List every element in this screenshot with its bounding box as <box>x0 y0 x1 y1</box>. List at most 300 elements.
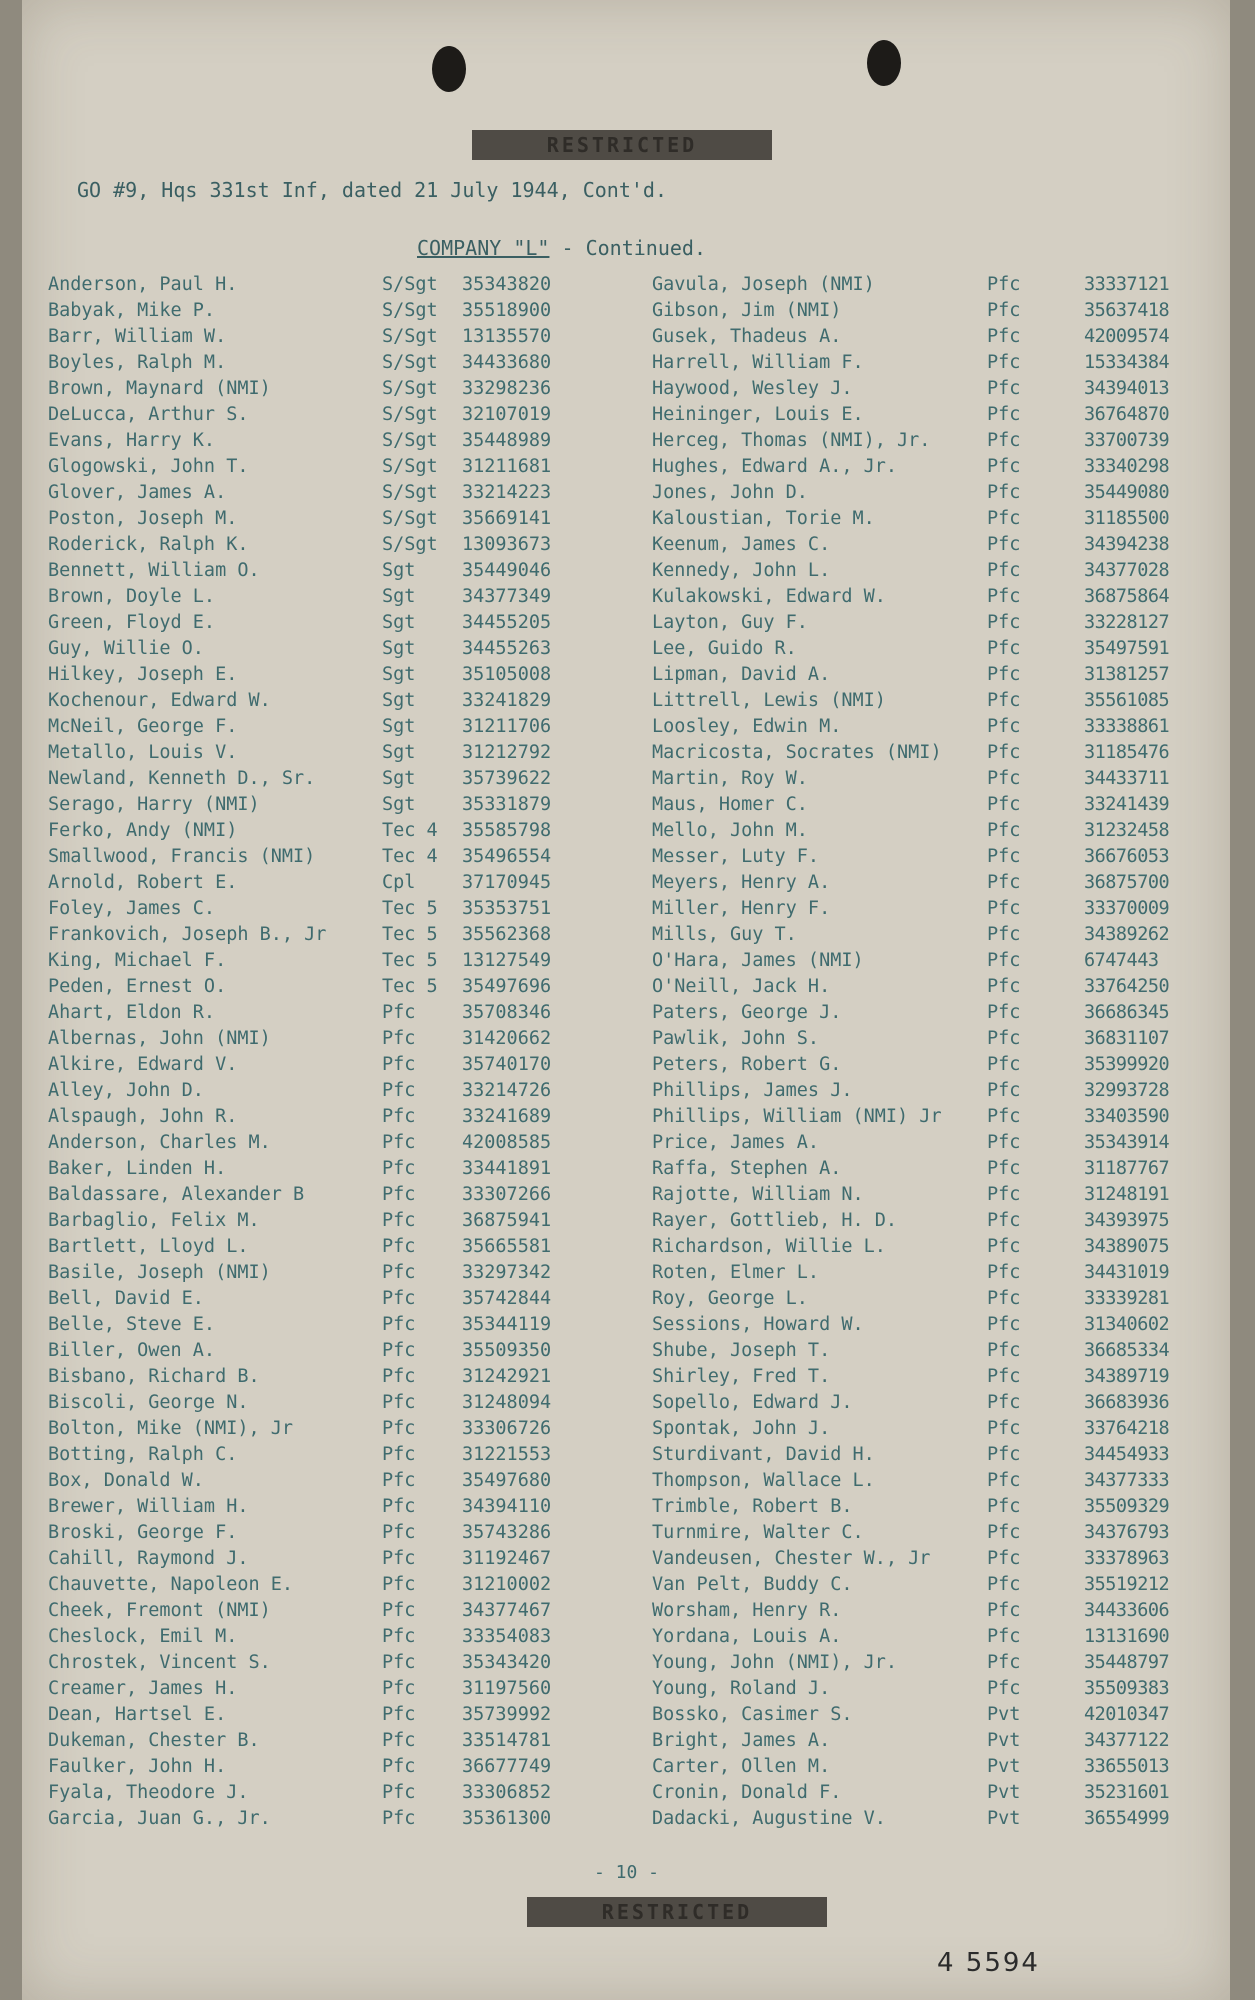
left-serial: 31248094 <box>462 1392 552 1413</box>
right-rank: Pfc <box>987 1132 1021 1153</box>
left-rank: Sgt <box>382 742 416 763</box>
right-serial: 36831107 <box>1084 1028 1170 1049</box>
left-rank: Pfc <box>382 1392 416 1413</box>
left-name: Boyles, Ralph M. <box>48 352 227 373</box>
left-serial: 35331879 <box>462 794 552 815</box>
roster-row <box>22 1676 1230 1702</box>
right-name: Phillips, William (NMI) Jr <box>652 1106 942 1127</box>
left-serial: 35343420 <box>462 1652 552 1673</box>
left-serial: 34394110 <box>462 1496 552 1517</box>
right-rank: Pfc <box>987 1392 1021 1413</box>
roster-row <box>22 714 1230 740</box>
company-label: COMPANY "L" <box>417 236 550 260</box>
left-name: Biscoli, George N. <box>48 1392 249 1413</box>
left-serial: 31420662 <box>462 1028 552 1049</box>
right-name: Heininger, Louis E. <box>652 404 864 425</box>
right-name: Bright, James A. <box>652 1730 831 1751</box>
left-name: Albernas, John (NMI) <box>48 1028 271 1049</box>
left-serial: 35739622 <box>462 768 552 789</box>
left-serial: 35708346 <box>462 1002 552 1023</box>
left-rank: Sgt <box>382 690 416 711</box>
right-name: Cronin, Donald F. <box>652 1782 842 1803</box>
roster-row <box>22 1026 1230 1052</box>
right-rank: Pfc <box>987 430 1021 451</box>
roster-row <box>22 1728 1230 1754</box>
roster-row <box>22 1364 1230 1390</box>
left-serial: 35585798 <box>462 820 552 841</box>
roster-row <box>22 1754 1230 1780</box>
left-rank: Pfc <box>382 1626 416 1647</box>
left-name: Alley, John D. <box>48 1080 204 1101</box>
right-serial: 35449080 <box>1084 482 1170 503</box>
left-serial: 35497680 <box>462 1470 552 1491</box>
right-name: Meyers, Henry A. <box>652 872 831 893</box>
right-name: Dadacki, Augustine V. <box>652 1808 886 1829</box>
left-serial: 33306726 <box>462 1418 552 1439</box>
left-rank: Pfc <box>382 1288 416 1309</box>
right-rank: Pfc <box>987 794 1021 815</box>
left-name: Hilkey, Joseph E. <box>48 664 238 685</box>
left-name: Biller, Owen A. <box>48 1340 216 1361</box>
left-serial: 33354083 <box>462 1626 552 1647</box>
left-name: Metallo, Louis V. <box>48 742 238 763</box>
right-rank: Pvt <box>987 1782 1021 1803</box>
left-rank: S/Sgt <box>382 352 438 373</box>
right-serial: 36875700 <box>1084 872 1170 893</box>
left-rank: S/Sgt <box>382 456 438 477</box>
right-name: O'Hara, James (NMI) <box>652 950 864 971</box>
right-rank: Pfc <box>987 1522 1021 1543</box>
left-rank: Pfc <box>382 1470 416 1491</box>
right-name: Trimble, Robert B. <box>652 1496 853 1517</box>
right-name: Maus, Homer C. <box>652 794 808 815</box>
roster-row <box>22 324 1230 350</box>
left-serial: 34455205 <box>462 612 552 633</box>
left-name: Guy, Willie O. <box>48 638 204 659</box>
left-serial: 35509350 <box>462 1340 552 1361</box>
left-rank: Sgt <box>382 664 416 685</box>
left-rank: Tec 5 <box>382 950 438 971</box>
roster-row <box>22 844 1230 870</box>
left-name: Serago, Harry (NMI) <box>48 794 260 815</box>
left-rank: Sgt <box>382 794 416 815</box>
right-name: Sessions, Howard W. <box>652 1314 864 1335</box>
roster-row <box>22 870 1230 896</box>
roster-row <box>22 1208 1230 1234</box>
left-serial: 33241829 <box>462 690 552 711</box>
right-serial: 33241439 <box>1084 794 1170 815</box>
roster-row <box>22 636 1230 662</box>
right-rank: Pfc <box>987 1366 1021 1387</box>
right-rank: Pfc <box>987 1210 1021 1231</box>
right-name: Carter, Ollen M. <box>652 1756 831 1777</box>
right-rank: Pfc <box>987 1080 1021 1101</box>
right-serial: 34389075 <box>1084 1236 1170 1257</box>
left-serial: 31211681 <box>462 456 552 477</box>
right-rank: Pfc <box>987 1054 1021 1075</box>
right-name: Price, James A. <box>652 1132 820 1153</box>
left-name: Cheek, Fremont (NMI) <box>48 1600 271 1621</box>
left-name: Bell, David E. <box>48 1288 204 1309</box>
right-serial: 34389719 <box>1084 1366 1170 1387</box>
right-serial: 34454933 <box>1084 1444 1170 1465</box>
roster-row <box>22 1624 1230 1650</box>
right-name: Raffa, Stephen A. <box>652 1158 842 1179</box>
left-serial: 35449046 <box>462 560 552 581</box>
left-serial: 34377467 <box>462 1600 552 1621</box>
archive-number: 4 5594 <box>937 1948 1040 1978</box>
left-name: Glogowski, John T. <box>48 456 249 477</box>
left-rank: Pfc <box>382 1522 416 1543</box>
left-serial: 13127549 <box>462 950 552 971</box>
left-name: Arnold, Robert E. <box>48 872 238 893</box>
right-name: Littrell, Lewis (NMI) <box>652 690 886 711</box>
roster-row <box>22 1650 1230 1676</box>
left-serial: 35496554 <box>462 846 552 867</box>
left-rank: Pfc <box>382 1600 416 1621</box>
right-serial: 35561085 <box>1084 690 1170 711</box>
right-rank: Pvt <box>987 1730 1021 1751</box>
right-serial: 35343914 <box>1084 1132 1170 1153</box>
left-name: Baker, Linden H. <box>48 1158 227 1179</box>
left-serial: 33306852 <box>462 1782 552 1803</box>
roster-row <box>22 1572 1230 1598</box>
right-name: Van Pelt, Buddy C. <box>652 1574 853 1595</box>
left-rank: Pfc <box>382 1756 416 1777</box>
left-serial: 31221553 <box>462 1444 552 1465</box>
right-rank: Pfc <box>987 872 1021 893</box>
left-serial: 35361300 <box>462 1808 552 1829</box>
right-rank: Pfc <box>987 716 1021 737</box>
roster-row <box>22 1286 1230 1312</box>
punch-hole-left <box>432 46 466 92</box>
left-rank: S/Sgt <box>382 326 438 347</box>
left-rank: Pfc <box>382 1678 416 1699</box>
right-rank: Pfc <box>987 1600 1021 1621</box>
right-name: Roten, Elmer L. <box>652 1262 820 1283</box>
right-name: Herceg, Thomas (NMI), Jr. <box>652 430 931 451</box>
right-rank: Pfc <box>987 1548 1021 1569</box>
roster-row <box>22 1468 1230 1494</box>
right-serial: 33378963 <box>1084 1548 1170 1569</box>
right-rank: Pfc <box>987 1002 1021 1023</box>
left-rank: S/Sgt <box>382 274 438 295</box>
roster-row <box>22 1442 1230 1468</box>
left-rank: S/Sgt <box>382 508 438 529</box>
right-serial: 13131690 <box>1084 1626 1170 1647</box>
left-name: Alkire, Edward V. <box>48 1054 238 1075</box>
left-rank: Pfc <box>382 1366 416 1387</box>
right-rank: Pfc <box>987 820 1021 841</box>
left-rank: Pfc <box>382 1496 416 1517</box>
roster-row <box>22 376 1230 402</box>
left-rank: S/Sgt <box>382 404 438 425</box>
roster-row <box>22 1312 1230 1338</box>
right-rank: Pfc <box>987 1236 1021 1257</box>
roster-row <box>22 1052 1230 1078</box>
right-rank: Pfc <box>987 534 1021 555</box>
right-serial: 33764250 <box>1084 976 1170 997</box>
left-name: Kochenour, Edward W. <box>48 690 271 711</box>
left-rank: S/Sgt <box>382 378 438 399</box>
right-rank: Pfc <box>987 924 1021 945</box>
right-name: Martin, Roy W. <box>652 768 808 789</box>
roster-row <box>22 740 1230 766</box>
right-serial: 34394013 <box>1084 378 1170 399</box>
roster-row <box>22 948 1230 974</box>
left-name: Glover, James A. <box>48 482 227 503</box>
right-name: Lipman, David A. <box>652 664 831 685</box>
right-rank: Pfc <box>987 950 1021 971</box>
left-serial: 35742844 <box>462 1288 552 1309</box>
left-serial: 42008585 <box>462 1132 552 1153</box>
left-rank: Sgt <box>382 612 416 633</box>
left-serial: 35497696 <box>462 976 552 997</box>
roster-row <box>22 1338 1230 1364</box>
order-header: GO #9, Hqs 331st Inf, dated 21 July 1944, Cont'd. <box>77 178 668 202</box>
left-rank: Tec 5 <box>382 976 438 997</box>
left-name: Brown, Doyle L. <box>48 586 216 607</box>
left-name: Bartlett, Lloyd L. <box>48 1236 249 1257</box>
left-name: McNeil, George F. <box>48 716 238 737</box>
left-serial: 35344119 <box>462 1314 552 1335</box>
left-rank: S/Sgt <box>382 430 438 451</box>
left-name: Bolton, Mike (NMI), Jr <box>48 1418 294 1439</box>
right-rank: Pfc <box>987 1444 1021 1465</box>
right-serial: 34377028 <box>1084 560 1170 581</box>
roster-row <box>22 1702 1230 1728</box>
right-rank: Pfc <box>987 352 1021 373</box>
roster-row <box>22 974 1230 1000</box>
right-rank: Pfc <box>987 508 1021 529</box>
right-name: Thompson, Wallace L. <box>652 1470 875 1491</box>
right-name: Miller, Henry F. <box>652 898 831 919</box>
right-name: Phillips, James J. <box>652 1080 853 1101</box>
left-rank: Pfc <box>382 1548 416 1569</box>
left-name: Barr, William W. <box>48 326 227 347</box>
right-name: Young, John (NMI), Jr. <box>652 1652 898 1673</box>
right-serial: 15334384 <box>1084 352 1170 373</box>
roster-row <box>22 480 1230 506</box>
roster-row <box>22 428 1230 454</box>
right-rank: Pfc <box>987 1028 1021 1049</box>
right-serial: 33338861 <box>1084 716 1170 737</box>
right-rank: Pfc <box>987 1418 1021 1439</box>
right-rank: Pfc <box>987 976 1021 997</box>
left-name: DeLucca, Arthur S. <box>48 404 249 425</box>
right-name: Sopello, Edward J. <box>652 1392 853 1413</box>
left-rank: Pfc <box>382 1106 416 1127</box>
right-serial: 33339281 <box>1084 1288 1170 1309</box>
left-serial: 33297342 <box>462 1262 552 1283</box>
right-serial: 33340298 <box>1084 456 1170 477</box>
right-rank: Pfc <box>987 326 1021 347</box>
left-serial: 31192467 <box>462 1548 552 1569</box>
right-name: Spontak, John J. <box>652 1418 831 1439</box>
left-name: Ahart, Eldon R. <box>48 1002 216 1023</box>
left-serial: 34433680 <box>462 352 552 373</box>
left-name: Chrostek, Vincent S. <box>48 1652 271 1673</box>
left-name: Botting, Ralph C. <box>48 1444 238 1465</box>
left-serial: 31210002 <box>462 1574 552 1595</box>
left-rank: Sgt <box>382 586 416 607</box>
right-rank: Pfc <box>987 638 1021 659</box>
right-rank: Pfc <box>987 846 1021 867</box>
roster-row <box>22 298 1230 324</box>
right-name: Macricosta, Socrates (NMI) <box>652 742 942 763</box>
left-name: Bennett, William O. <box>48 560 260 581</box>
left-name: Brown, Maynard (NMI) <box>48 378 271 399</box>
left-rank: Pfc <box>382 1730 416 1751</box>
right-rank: Pfc <box>987 1262 1021 1283</box>
left-serial: 35353751 <box>462 898 552 919</box>
left-serial: 31197560 <box>462 1678 552 1699</box>
right-rank: Pfc <box>987 742 1021 763</box>
left-rank: Pfc <box>382 1028 416 1049</box>
right-name: Worsham, Henry R. <box>652 1600 842 1621</box>
right-serial: 33370009 <box>1084 898 1170 919</box>
right-rank: Pfc <box>987 1184 1021 1205</box>
roster-row <box>22 1780 1230 1806</box>
roster-row <box>22 1156 1230 1182</box>
page-number: - 10 - <box>594 1862 660 1883</box>
left-serial: 33214223 <box>462 482 552 503</box>
right-serial: 36686345 <box>1084 1002 1170 1023</box>
left-name: Cahill, Raymond J. <box>48 1548 249 1569</box>
roster-row <box>22 350 1230 376</box>
right-name: Gusek, Thadeus A. <box>652 326 842 347</box>
right-serial: 33403590 <box>1084 1106 1170 1127</box>
right-serial: 31185500 <box>1084 508 1170 529</box>
left-name: Newland, Kenneth D., Sr. <box>48 768 316 789</box>
right-serial: 35519212 <box>1084 1574 1170 1595</box>
right-name: Kennedy, John L. <box>652 560 831 581</box>
right-rank: Pfc <box>987 586 1021 607</box>
right-serial: 34389262 <box>1084 924 1170 945</box>
left-serial: 36677749 <box>462 1756 552 1777</box>
left-name: Peden, Ernest O. <box>48 976 227 997</box>
left-name: Basile, Joseph (NMI) <box>48 1262 271 1283</box>
left-rank: Pfc <box>382 1158 416 1179</box>
roster-row <box>22 1520 1230 1546</box>
right-name: Layton, Guy F. <box>652 612 808 633</box>
right-serial: 34431019 <box>1084 1262 1170 1283</box>
right-serial: 36764870 <box>1084 404 1170 425</box>
right-name: Hughes, Edward A., Jr. <box>652 456 898 477</box>
left-serial: 33441891 <box>462 1158 552 1179</box>
right-serial: 31248191 <box>1084 1184 1170 1205</box>
right-rank: Pfc <box>987 1340 1021 1361</box>
right-name: Loosley, Edwin M. <box>652 716 842 737</box>
left-rank: Pfc <box>382 1652 416 1673</box>
right-name: Messer, Luty F. <box>652 846 820 867</box>
right-name: Shube, Joseph T. <box>652 1340 831 1361</box>
left-rank: S/Sgt <box>382 300 438 321</box>
right-name: Peters, Robert G. <box>652 1054 842 1075</box>
right-serial: 34433606 <box>1084 1600 1170 1621</box>
left-rank: Pfc <box>382 1210 416 1231</box>
left-serial: 37170945 <box>462 872 552 893</box>
left-serial: 34455263 <box>462 638 552 659</box>
right-name: Kaloustian, Torie M. <box>652 508 875 529</box>
right-name: Lee, Guido R. <box>652 638 797 659</box>
left-rank: Sgt <box>382 638 416 659</box>
left-name: Creamer, James H. <box>48 1678 238 1699</box>
left-rank: Pfc <box>382 1184 416 1205</box>
left-name: Baldassare, Alexander B <box>48 1184 305 1205</box>
right-rank: Pfc <box>987 1652 1021 1673</box>
left-rank: Pfc <box>382 1808 416 1829</box>
left-rank: Pfc <box>382 1054 416 1075</box>
left-rank: S/Sgt <box>382 534 438 555</box>
right-serial: 42009574 <box>1084 326 1170 347</box>
roster-row <box>22 1806 1230 1832</box>
right-rank: Pfc <box>987 1158 1021 1179</box>
right-name: Rajotte, William N. <box>652 1184 864 1205</box>
right-name: Haywood, Wesley J. <box>652 378 853 399</box>
left-serial: 35518900 <box>462 300 552 321</box>
right-rank: Pfc <box>987 768 1021 789</box>
right-rank: Pvt <box>987 1808 1021 1829</box>
right-serial: 31185476 <box>1084 742 1170 763</box>
left-serial: 33514781 <box>462 1730 552 1751</box>
roster-row <box>22 1078 1230 1104</box>
roster-row <box>22 1260 1230 1286</box>
right-rank: Pfc <box>987 274 1021 295</box>
right-name: Paters, George J. <box>652 1002 842 1023</box>
right-serial: 34377122 <box>1084 1730 1170 1751</box>
right-serial: 34377333 <box>1084 1470 1170 1491</box>
left-serial: 33298236 <box>462 378 552 399</box>
roster-row <box>22 818 1230 844</box>
left-rank: Sgt <box>382 768 416 789</box>
left-name: Evans, Harry K. <box>48 430 216 451</box>
right-rank: Pfc <box>987 690 1021 711</box>
left-name: Alspaugh, John R. <box>48 1106 238 1127</box>
left-serial: 31242921 <box>462 1366 552 1387</box>
right-serial: 31340602 <box>1084 1314 1170 1335</box>
left-serial: 35665581 <box>462 1236 552 1257</box>
company-heading <box>417 236 706 260</box>
left-name: Dukeman, Chester B. <box>48 1730 260 1751</box>
left-rank: Pfc <box>382 1132 416 1153</box>
classification-stamp-bottom: RESTRICTED <box>527 1897 827 1927</box>
right-rank: Pfc <box>987 1106 1021 1127</box>
left-rank: Pfc <box>382 1002 416 1023</box>
right-rank: Pfc <box>987 612 1021 633</box>
right-serial: 34394238 <box>1084 534 1170 555</box>
left-rank: Pfc <box>382 1704 416 1725</box>
left-name: Babyak, Mike P. <box>48 300 216 321</box>
right-name: Gavula, Joseph (NMI) <box>652 274 875 295</box>
left-name: Box, Donald W. <box>48 1470 204 1491</box>
right-rank: Pfc <box>987 1470 1021 1491</box>
left-serial: 34377349 <box>462 586 552 607</box>
right-name: Bossko, Casimer S. <box>652 1704 853 1725</box>
left-name: Brewer, William H. <box>48 1496 249 1517</box>
right-serial: 36554999 <box>1084 1808 1170 1829</box>
left-rank: S/Sgt <box>382 482 438 503</box>
right-serial: 33655013 <box>1084 1756 1170 1777</box>
left-name: Poston, Joseph M. <box>48 508 238 529</box>
left-name: Fyala, Theodore J. <box>48 1782 249 1803</box>
right-serial: 33700739 <box>1084 430 1170 451</box>
classification-stamp-top: RESTRICTED <box>472 130 772 160</box>
right-rank: Pfc <box>987 1678 1021 1699</box>
left-rank: Pfc <box>382 1574 416 1595</box>
left-name: Frankovich, Joseph B., Jr <box>48 924 327 945</box>
right-serial: 35637418 <box>1084 300 1170 321</box>
